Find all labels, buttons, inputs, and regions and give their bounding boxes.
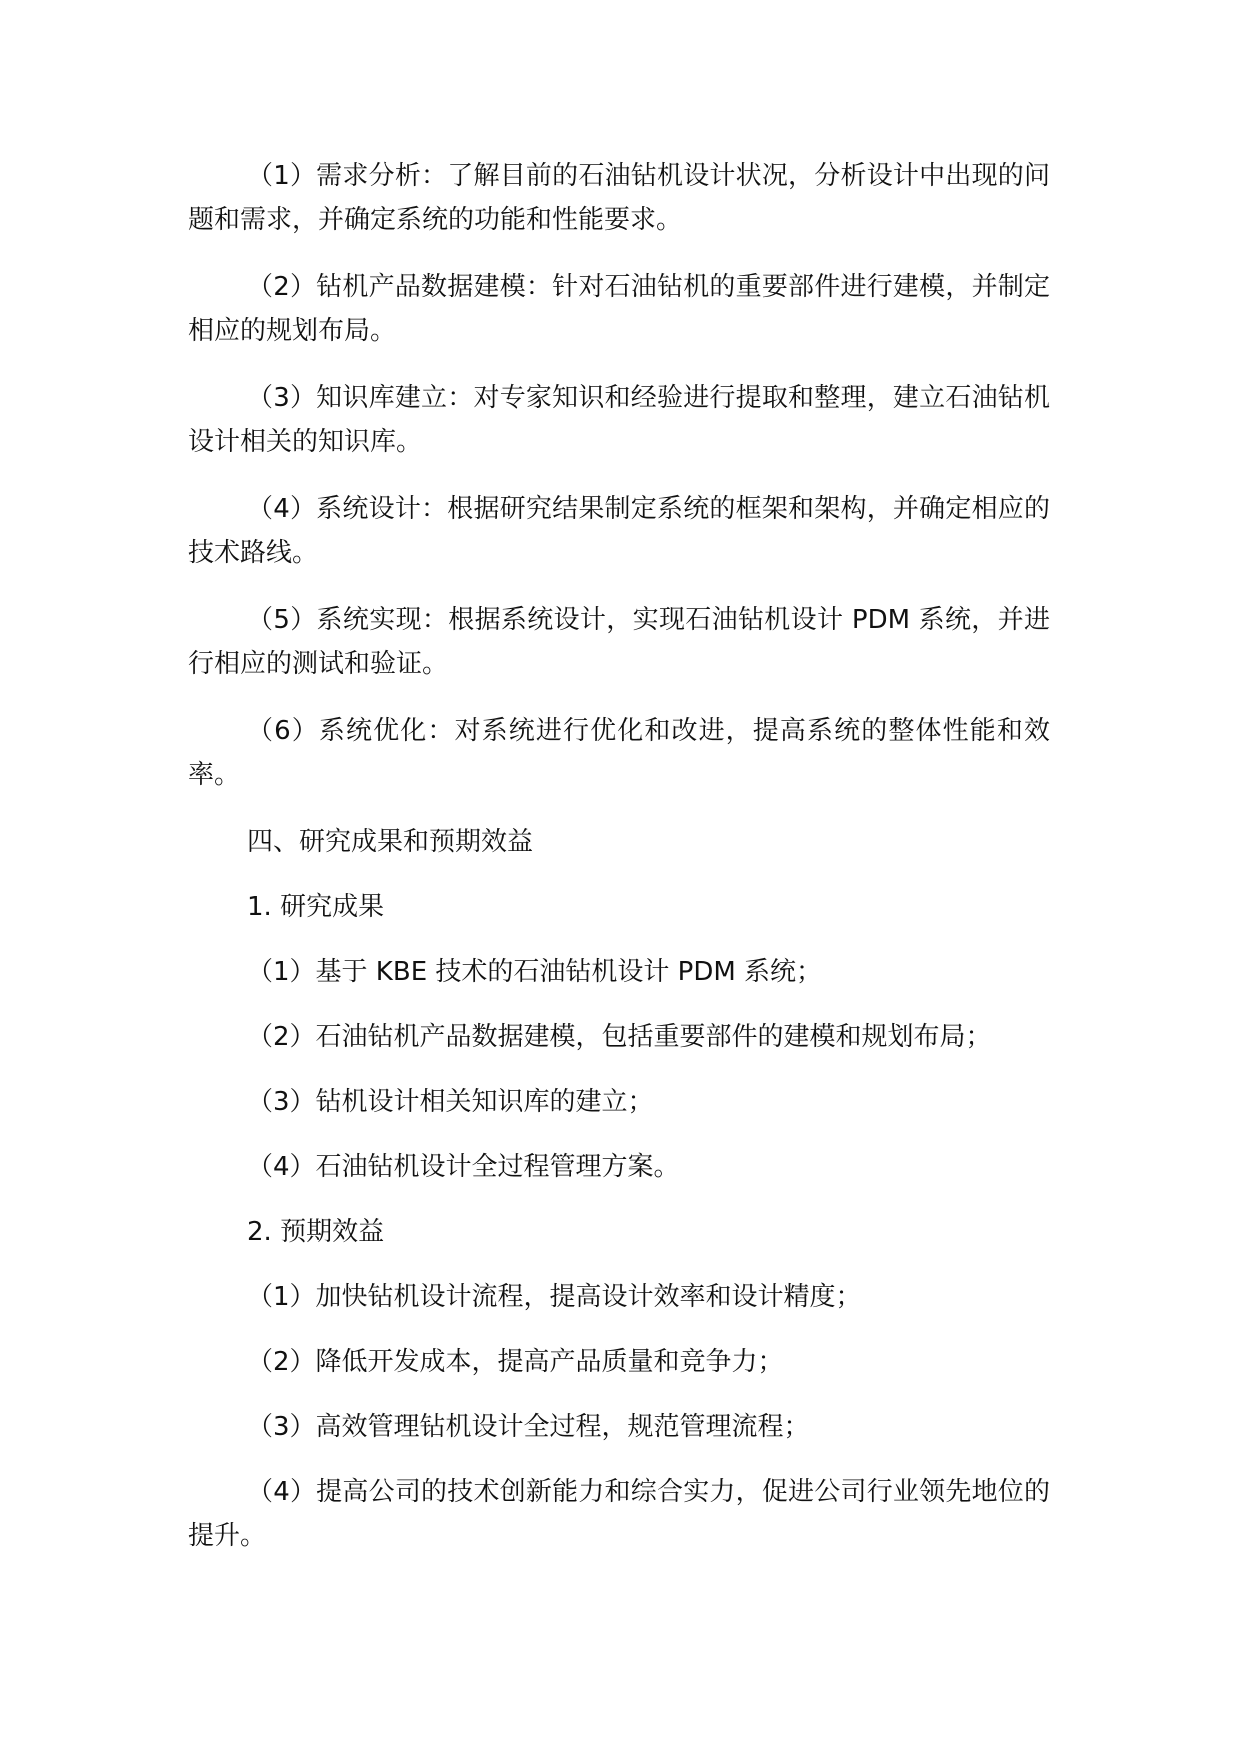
- section-heading-results-benefits: 四、研究成果和预期效益: [247, 827, 534, 857]
- subheading-research-results: 1. 研究成果: [247, 892, 385, 922]
- list-item-benefit-1: （1）加快钻机设计流程，提高设计效率和设计精度；: [247, 1282, 862, 1312]
- paragraph-system-implementation: （5）系统实现：根据系统设计，实现石油钻机设计 PDM 系统，并进行相应的测试和验证。: [188, 605, 1050, 679]
- subheading-expected-benefits: 2. 预期效益: [247, 1217, 385, 1247]
- document-body: [188, 154, 1050, 1581]
- paragraph-requirements-analysis: （1）需求分析：了解目前的石油钻机设计状况，分析设计中出现的问题和需求，并确定系统的功能和性能要求。: [188, 161, 1050, 235]
- paragraph-data-modeling: （2）钻机产品数据建模：针对石油钻机的重要部件进行建模，并制定相应的规划布局。: [188, 272, 1050, 346]
- list-item-benefit-2: （2）降低开发成本，提高产品质量和竞争力；: [247, 1347, 784, 1377]
- paragraph-system-optimization: （6）系统优化：对系统进行优化和改进，提高系统的整体性能和效率。: [188, 716, 1050, 790]
- paragraph-system-design: （4）系统设计：根据研究结果制定系统的框架和架构，并确定相应的技术路线。: [188, 494, 1050, 568]
- list-item-benefit-4: （4）提高公司的技术创新能力和综合实力，促进公司行业领先地位的提升。: [188, 1477, 1050, 1551]
- list-item-result-2: （2）石油钻机产品数据建模，包括重要部件的建模和规划布局；: [247, 1022, 992, 1052]
- list-item-result-1: （1）基于 KBE 技术的石油钻机设计 PDM 系统；: [247, 957, 823, 987]
- list-item-result-4: （4）石油钻机设计全过程管理方案。: [247, 1152, 680, 1182]
- list-item-benefit-3: （3）高效管理钻机设计全过程，规范管理流程；: [247, 1412, 810, 1442]
- paragraph-knowledge-base: （3）知识库建立：对专家知识和经验进行提取和整理，建立石油钻机设计相关的知识库。: [188, 383, 1050, 457]
- list-item-result-3: （3）钻机设计相关知识库的建立；: [247, 1087, 654, 1117]
